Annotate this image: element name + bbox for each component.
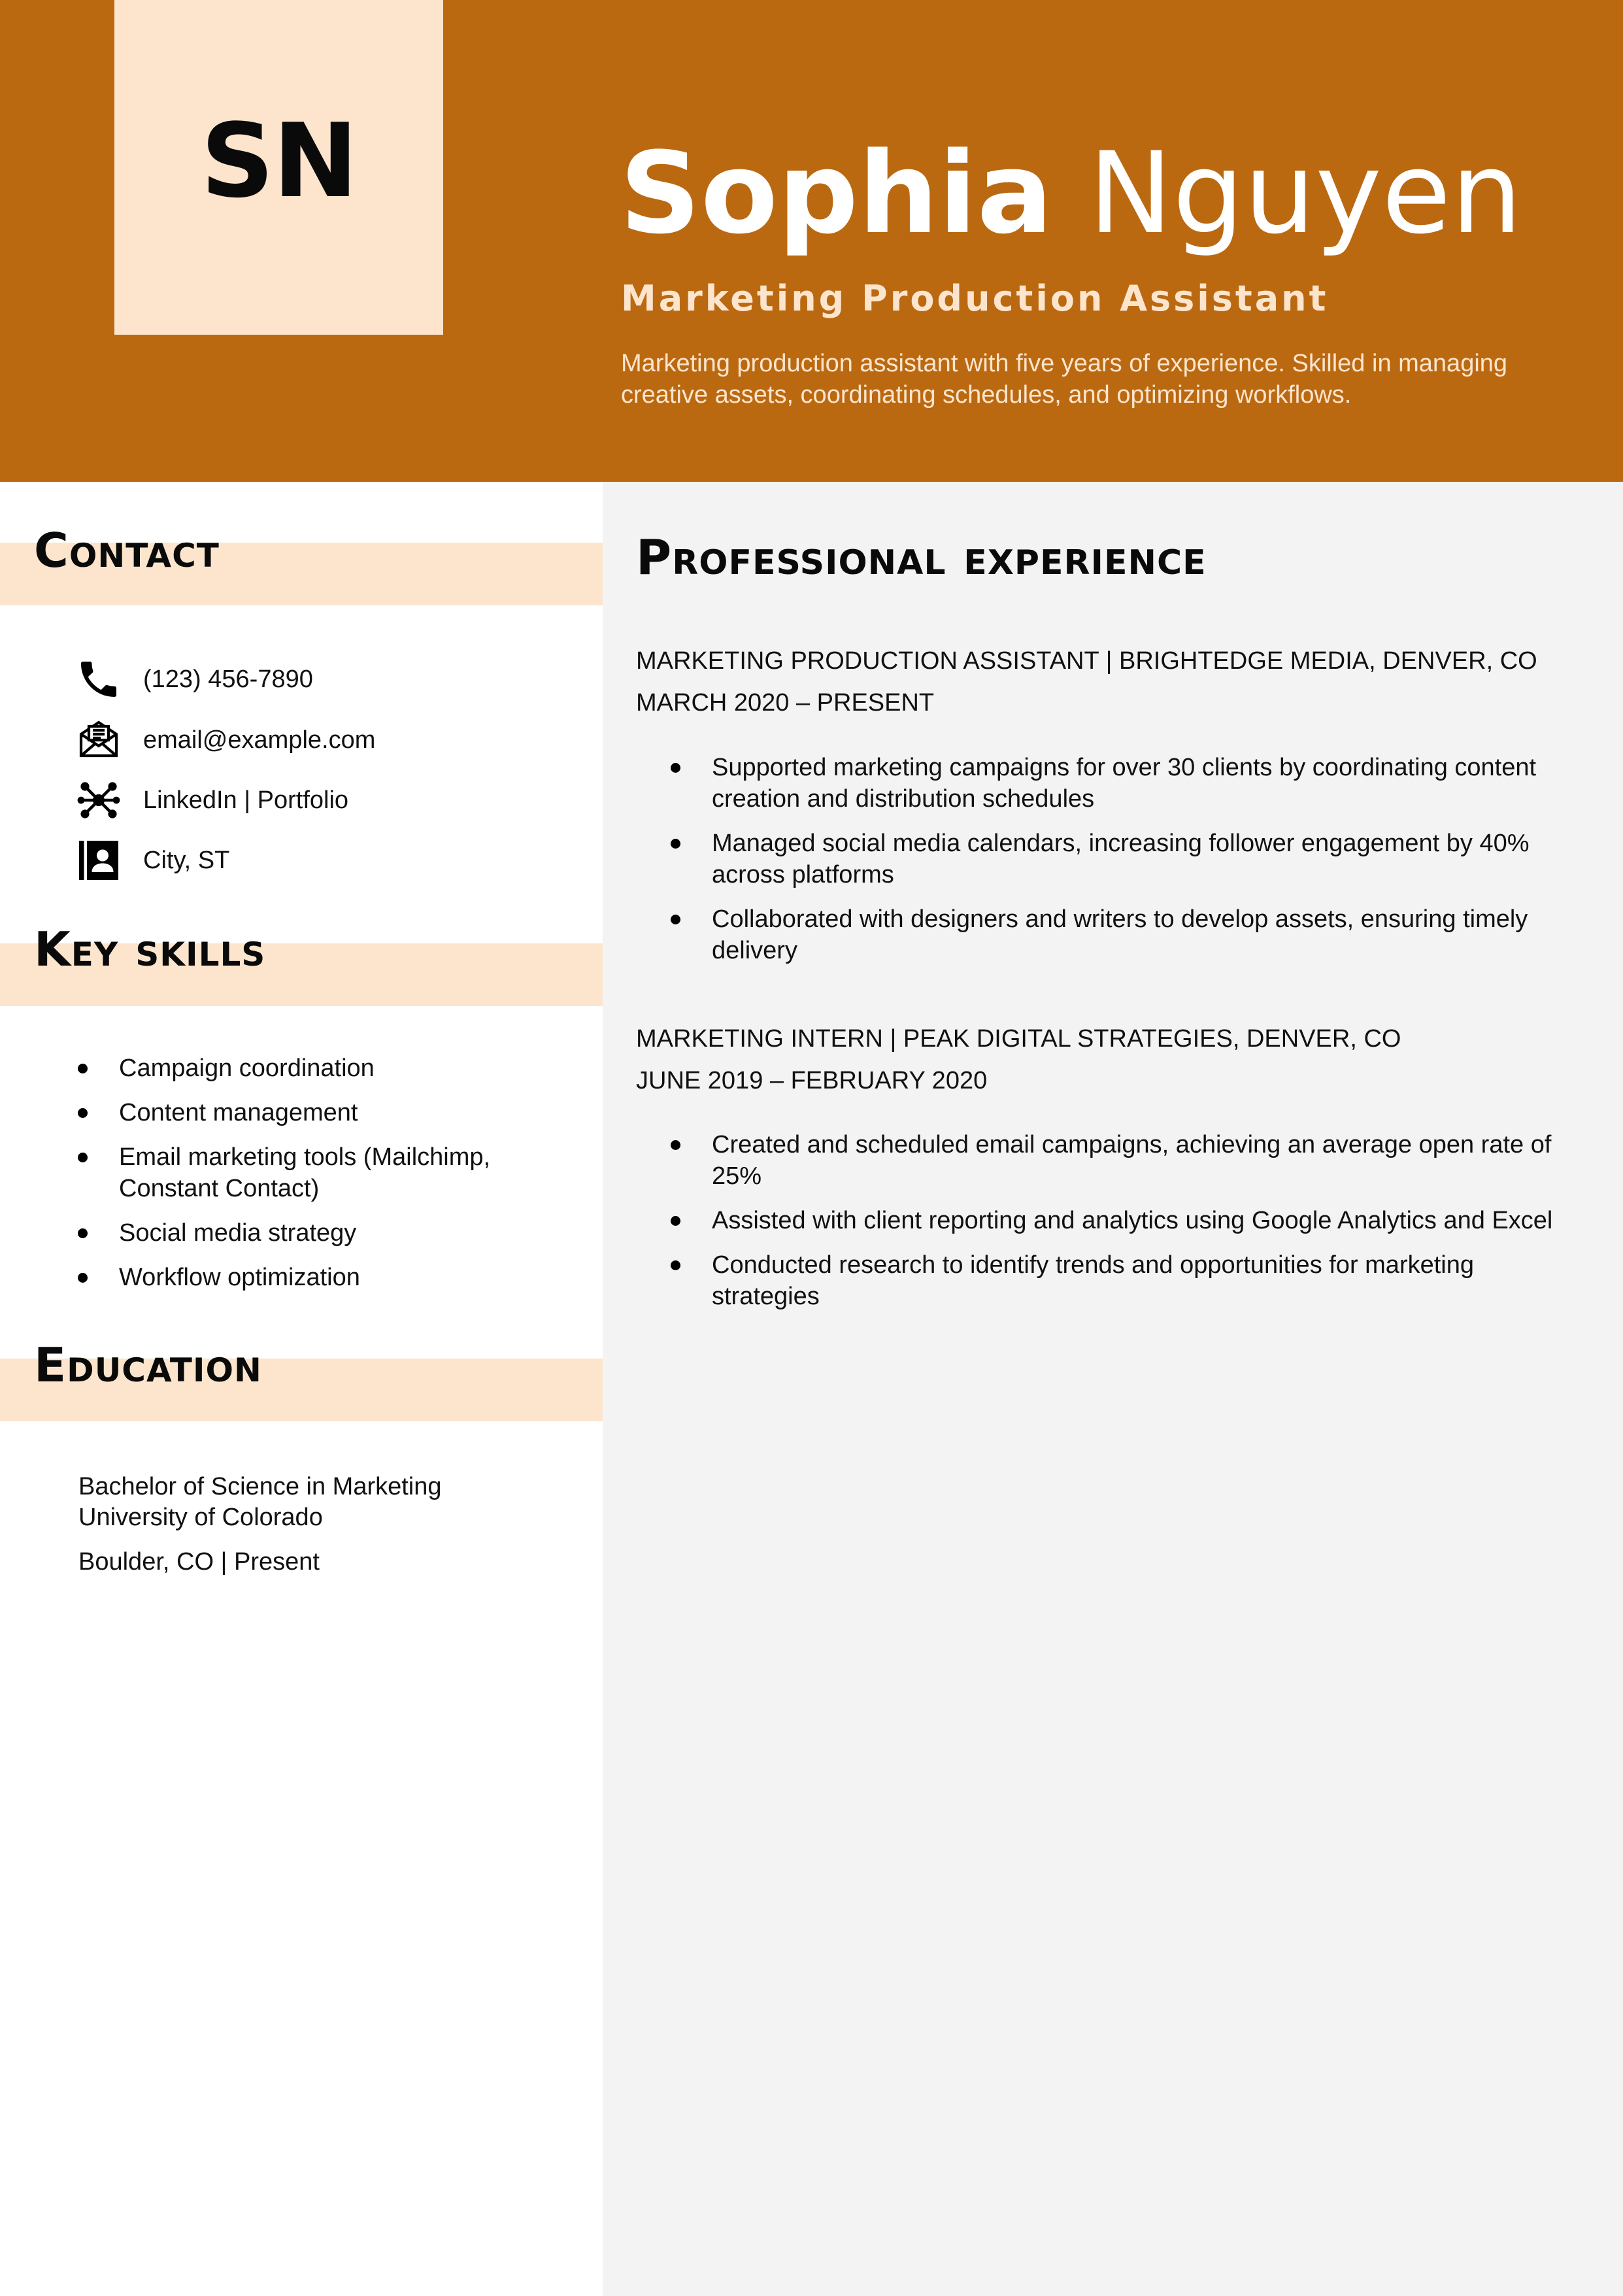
contact-location	[75, 837, 229, 884]
bullet-dot	[78, 1064, 88, 1073]
job-1-bullets	[712, 752, 1575, 966]
monogram-badge	[114, 0, 443, 335]
job-title: Marketing Production Assistant	[621, 278, 1329, 319]
job-1-dates: MARCH 2020 – PRESENT	[636, 689, 935, 717]
job-1-title: MARKETING PRODUCTION ASSISTANT | BRIGHTEDGE MEDIA, DENVER, CO	[636, 647, 1537, 675]
first-name: Sophia	[620, 127, 1053, 259]
monogram: SN	[201, 101, 357, 220]
list-item: Collaborated with designers and writers to develop assets, ensuring timely delivery	[712, 903, 1575, 966]
contact-location-text: City, ST	[143, 846, 230, 874]
skills-heading: Key skills	[34, 922, 266, 977]
experience-heading: Professional experience	[636, 530, 1207, 586]
list-item: Campaign coordination	[119, 1053, 577, 1084]
list-item: Assisted with client reporting and analytics using Google Analytics and Excel	[712, 1205, 1575, 1236]
education-location: Boulder, CO | Present	[78, 1548, 320, 1576]
list-item: Managed social media calendars, increasing follower engagement by 40% across platforms	[712, 828, 1575, 890]
contact-links-text[interactable]: LinkedIn | Portfolio	[143, 786, 349, 814]
candidate-name	[620, 127, 1522, 259]
network-icon	[75, 777, 122, 824]
job-2-dates: JUNE 2019 – FEBRUARY 2020	[636, 1067, 988, 1094]
list-item: Conducted research to identify trends and opportunities for marketing strategies	[712, 1249, 1575, 1312]
profile-summary: Marketing production assistant with five years of experience. Skilled in managing creative assets, coordinating schedules, and optimizing workflows.	[621, 350, 1508, 409]
envelope-icon	[75, 717, 122, 764]
contact-email-text: email@example.com	[143, 726, 376, 754]
list-item: Supported marketing campaigns for over 30 clients by coordinating content creation and distribution schedules	[712, 752, 1575, 815]
bullet-dot	[671, 1216, 680, 1226]
bullet-dot	[671, 915, 680, 924]
list-item: Content management	[119, 1097, 577, 1128]
list-item: Social media strategy	[119, 1217, 577, 1249]
bullet-dot	[78, 1108, 88, 1118]
job-2-title: MARKETING INTERN | PEAK DIGITAL STRATEGIES, DENVER, CO	[636, 1025, 1401, 1053]
bullet-dot	[671, 1140, 680, 1150]
bullet-dot	[78, 1153, 88, 1162]
contact-phone	[75, 656, 313, 703]
last-name: Nguyen	[1088, 127, 1522, 259]
list-item: Workflow optimization	[119, 1262, 577, 1293]
education-school: University of Colorado	[78, 1504, 323, 1531]
contact-links	[75, 777, 348, 824]
bullet-dot	[671, 1260, 680, 1270]
job-2-bullets	[712, 1129, 1575, 1312]
contact-card-icon	[75, 837, 122, 884]
education-degree: Bachelor of Science in Marketing	[78, 1473, 442, 1500]
contact-email	[75, 717, 375, 764]
list-item: Email marketing tools (Mailchimp, Constant Contact)	[119, 1141, 577, 1204]
bullet-dot	[78, 1228, 88, 1238]
bullet-dot	[78, 1273, 88, 1283]
bullet-dot	[671, 763, 680, 773]
contact-phone-text: (123) 456-7890	[143, 665, 313, 693]
contact-heading: Contact	[34, 523, 220, 578]
education-heading: Education	[34, 1338, 262, 1393]
skills-list	[119, 1053, 577, 1293]
list-item: Created and scheduled email campaigns, achieving an average open rate of 25%	[712, 1129, 1575, 1192]
header-banner	[0, 0, 1623, 482]
phone-icon	[75, 656, 122, 703]
bullet-dot	[671, 839, 680, 849]
